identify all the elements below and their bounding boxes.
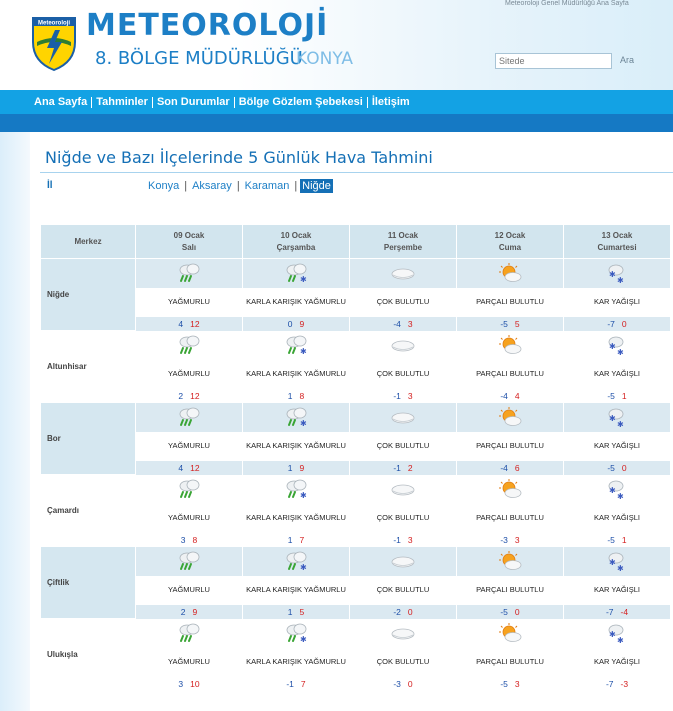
snow-icon (604, 628, 630, 644)
nav-bolge-gozlem[interactable]: Bölge Gözlem Şebekesi (235, 97, 368, 108)
sub-nav-bar (0, 114, 673, 132)
max-temp: 0 (407, 606, 413, 617)
weather-icon-cell (457, 475, 564, 504)
condition-text: PARÇALI BULUTLU (457, 504, 564, 533)
svg-text:✱: ✱ (609, 486, 616, 495)
max-temp: 4 (514, 390, 520, 401)
temperature-cell (350, 389, 457, 403)
weather-icon-cell (457, 547, 564, 576)
partly-cloudy-icon (497, 412, 523, 421)
weather-icon-cell (564, 547, 671, 576)
partly-cloudy-icon (497, 556, 523, 565)
day-name: Perşembe (383, 242, 423, 252)
min-temp: -1 (393, 462, 401, 473)
svg-text:✱: ✱ (609, 414, 616, 423)
svg-text:✱: ✱ (617, 492, 624, 500)
snow-icon (604, 268, 630, 285)
max-temp: 2 (407, 462, 413, 473)
min-temp: 1 (287, 390, 293, 401)
svg-text:✱: ✱ (300, 563, 307, 572)
max-temp: -4 (620, 606, 629, 617)
main-site-link[interactable]: Meteoroloji Genel Müdürlüğü Ana Sayfa (505, 0, 629, 7)
min-temp: -4 (500, 462, 508, 473)
condition-text: YAĞMURLU (136, 432, 243, 461)
svg-text:✱: ✱ (300, 419, 307, 428)
min-temp: 4 (178, 318, 184, 329)
table-row (41, 331, 671, 360)
main-nav (0, 90, 673, 114)
temperature-cell (136, 677, 243, 691)
min-temp: 1 (287, 462, 293, 473)
min-temp: -5 (500, 678, 508, 689)
condition-text: KAR YAĞIŞLI (564, 360, 671, 389)
max-temp: 7 (299, 534, 305, 545)
max-temp: 0 (621, 462, 627, 473)
temperature-cell (350, 533, 457, 547)
tab-separator: | (184, 180, 188, 192)
table-row (41, 432, 671, 461)
day-name: Salı (181, 242, 197, 252)
table-row (41, 547, 671, 576)
day-name: Cuma (498, 242, 522, 252)
table-row (41, 461, 671, 475)
temperature-cell (243, 605, 350, 619)
weather-icon-cell (350, 403, 457, 432)
svg-text:✱: ✱ (617, 276, 624, 285)
temperature-cell (136, 533, 243, 547)
il-label: İl (47, 180, 53, 191)
table-row (41, 504, 671, 533)
condition-text: YAĞMURLU (136, 360, 243, 389)
rain-icon (176, 412, 202, 421)
condition-text: KAR YAĞIŞLI (564, 288, 671, 317)
min-temp: -5 (500, 606, 508, 617)
min-temp: -5 (500, 318, 508, 329)
weather-icon-cell (350, 331, 457, 360)
condition-text: PARÇALI BULUTLU (457, 648, 564, 677)
min-temp: 1 (287, 606, 293, 617)
search-input[interactable] (495, 53, 612, 69)
condition-text: ÇOK BULUTLU (350, 504, 457, 533)
weather-icon-cell (243, 619, 350, 648)
svg-text:✱: ✱ (300, 275, 307, 285)
min-temp: -7 (607, 318, 615, 329)
site-header (0, 0, 673, 90)
city-name: Altunhisar (41, 331, 136, 403)
max-temp: 7 (300, 678, 306, 689)
svg-text:✱: ✱ (609, 630, 616, 639)
temperature-cell (350, 605, 457, 619)
temperature-cell (243, 317, 350, 331)
min-temp: 1 (287, 534, 293, 545)
min-temp: 0 (287, 318, 293, 329)
weather-icon-cell (350, 547, 457, 576)
svg-text:✱: ✱ (609, 270, 616, 280)
temperature-cell (243, 677, 350, 691)
max-temp: 3 (407, 390, 413, 401)
svg-text:✱: ✱ (617, 564, 624, 572)
page-title: Niğde ve Bazı İlçelerinde 5 Günlük Hava Tahmini (45, 148, 433, 167)
table-row (41, 259, 671, 288)
sleet-icon (283, 484, 309, 500)
svg-text:✱: ✱ (617, 420, 624, 428)
condition-text: ÇOK BULUTLU (350, 432, 457, 461)
max-temp: 6 (514, 462, 520, 473)
weather-icon-cell (350, 475, 457, 504)
weather-icon-cell (350, 619, 457, 648)
weather-icon-cell (136, 475, 243, 504)
tab-karaman[interactable]: Karaman (244, 180, 290, 192)
min-temp: 2 (178, 390, 184, 401)
condition-text: PARÇALI BULUTLU (457, 360, 564, 389)
weather-icon-cell (243, 403, 350, 432)
tab-nigde[interactable]: Niğde (302, 180, 331, 192)
table-row (41, 360, 671, 389)
site-city: KONYA (296, 49, 354, 69)
site-subtitle: 8. BÖLGE MÜDÜRLÜĞÜ (95, 48, 303, 69)
temperature-cell (564, 317, 671, 331)
table-row (41, 389, 671, 403)
temperature-cell (564, 677, 671, 691)
weather-icon-cell (136, 619, 243, 648)
condition-text: KARLA KARIŞIK YAĞMURLU (243, 504, 350, 533)
condition-text: KAR YAĞIŞLI (564, 576, 671, 605)
sleet-icon (283, 340, 309, 356)
site-title[interactable]: METEOROLOJİ (86, 8, 329, 43)
day-date: 09 Ocak (173, 230, 205, 240)
day-header (243, 225, 350, 259)
svg-text:✱: ✱ (617, 348, 624, 356)
partly-cloudy-icon (497, 340, 523, 349)
sleet-icon (283, 268, 309, 285)
nav-ana-sayfa[interactable]: Ana Sayfa (30, 97, 92, 108)
rain-icon (176, 628, 202, 637)
city-name: Niğde (41, 259, 136, 331)
cloudy-icon (390, 628, 416, 637)
sleet-icon (283, 556, 309, 572)
table-header-row (41, 225, 671, 259)
condition-text: KARLA KARIŞIK YAĞMURLU (243, 360, 350, 389)
rain-icon (176, 340, 202, 349)
condition-text: ÇOK BULUTLU (350, 576, 457, 605)
il-tabs (146, 179, 333, 193)
weather-icon-cell (564, 619, 671, 648)
svg-text:✱: ✱ (300, 635, 307, 644)
max-temp: 3 (407, 534, 413, 545)
max-temp: 0 (514, 606, 520, 617)
temperature-cell (243, 389, 350, 403)
temperature-cell (243, 533, 350, 547)
temperature-cell (350, 461, 457, 475)
city-name: Çiftlik (41, 547, 136, 619)
temperature-cell (350, 677, 457, 691)
table-row (41, 648, 671, 677)
svg-text:✱: ✱ (609, 558, 616, 567)
table-row (41, 475, 671, 504)
temperature-cell (350, 317, 457, 331)
condition-text: KAR YAĞIŞLI (564, 504, 671, 533)
weather-icon-cell (136, 403, 243, 432)
city-name: Bor (41, 403, 136, 475)
search-button[interactable]: Ara (620, 55, 635, 65)
nav-tahminler[interactable]: Tahminler (92, 97, 153, 108)
condition-text: KARLA KARIŞIK YAĞMURLU (243, 576, 350, 605)
snow-icon (604, 412, 630, 428)
partly-cloudy-icon (497, 628, 523, 637)
sleet-icon (283, 412, 309, 428)
max-temp: 5 (514, 318, 520, 329)
rain-icon (176, 556, 202, 565)
day-header (457, 225, 564, 259)
day-date: 11 Ocak (387, 230, 419, 240)
condition-text: PARÇALI BULUTLU (457, 576, 564, 605)
table-row (41, 576, 671, 605)
temperature-cell (564, 533, 671, 547)
nav-iletisim[interactable]: İletişim (371, 95, 410, 108)
max-temp: 10 (190, 678, 200, 689)
min-temp: -1 (286, 678, 294, 689)
title-divider (40, 172, 673, 173)
condition-text: ÇOK BULUTLU (350, 648, 457, 677)
city-name: Çamardı (41, 475, 136, 547)
condition-text: ÇOK BULUTLU (350, 288, 457, 317)
partly-cloudy-icon (497, 484, 523, 493)
weather-icon-cell (136, 331, 243, 360)
cloudy-icon (390, 268, 416, 277)
max-temp: 12 (190, 462, 200, 473)
max-temp: 0 (621, 318, 627, 329)
weather-icon-cell (136, 259, 243, 288)
temperature-cell (564, 389, 671, 403)
day-date: 12 Ocak (494, 230, 526, 240)
temperature-cell (457, 461, 564, 475)
condition-text: KAR YAĞIŞLI (564, 432, 671, 461)
min-temp: -1 (393, 390, 401, 401)
min-temp: 3 (178, 678, 184, 689)
max-temp: 0 (407, 678, 413, 689)
svg-text:✱: ✱ (609, 342, 616, 351)
max-temp: 9 (299, 318, 305, 329)
weather-icon-cell (564, 331, 671, 360)
merkez-header: Merkez (41, 225, 136, 259)
weather-icon-cell (243, 475, 350, 504)
cloudy-icon (390, 556, 416, 565)
side-strip (0, 132, 30, 711)
weather-icon-cell (243, 331, 350, 360)
min-temp: 4 (178, 462, 184, 473)
temperature-cell (136, 461, 243, 475)
min-temp: 2 (180, 606, 186, 617)
day-date: 10 Ocak (280, 230, 312, 240)
temperature-cell (457, 389, 564, 403)
max-temp: 1 (621, 534, 627, 545)
min-temp: -3 (393, 678, 401, 689)
snow-icon (604, 556, 630, 572)
condition-text: YAĞMURLU (136, 648, 243, 677)
weather-icon-cell (457, 331, 564, 360)
max-temp: 9 (299, 462, 305, 473)
weather-icon-cell (457, 403, 564, 432)
cloudy-icon (390, 484, 416, 493)
table-row (41, 677, 671, 691)
tab-separator: | (236, 180, 240, 192)
max-temp: 8 (299, 390, 305, 401)
condition-text: KAR YAĞIŞLI (564, 648, 671, 677)
min-temp: -7 (605, 678, 614, 689)
cloudy-icon (390, 412, 416, 421)
min-temp: -5 (607, 462, 615, 473)
forecast-body (41, 259, 671, 691)
max-temp: 12 (190, 390, 200, 401)
temperature-cell (457, 677, 564, 691)
min-temp: -1 (393, 534, 401, 545)
forecast-table (40, 224, 671, 691)
condition-text: YAĞMURLU (136, 504, 243, 533)
sleet-icon (283, 628, 309, 644)
max-temp: 3 (407, 318, 413, 329)
logo-text: Meteoroloji (37, 20, 71, 27)
max-temp: 5 (299, 606, 305, 617)
max-temp: 9 (192, 606, 198, 617)
condition-text: KARLA KARIŞIK YAĞMURLU (243, 432, 350, 461)
temperature-cell (136, 317, 243, 331)
tab-konya[interactable]: Konya (148, 180, 180, 192)
weather-icon-cell (564, 403, 671, 432)
day-date: 13 Ocak (601, 230, 633, 240)
weather-icon-cell (457, 259, 564, 288)
rain-icon (176, 268, 202, 277)
rain-icon (176, 484, 202, 493)
city-name: Ulukışla (41, 619, 136, 691)
condition-text: PARÇALI BULUTLU (457, 432, 564, 461)
day-header (564, 225, 671, 259)
condition-text: YAĞMURLU (136, 576, 243, 605)
condition-text: PARÇALI BULUTLU (457, 288, 564, 317)
temperature-cell (457, 533, 564, 547)
tab-separator: | (294, 180, 298, 192)
max-temp: 8 (192, 534, 198, 545)
temperature-cell (136, 605, 243, 619)
day-header (136, 225, 243, 259)
svg-text:✱: ✱ (617, 636, 624, 644)
min-temp: -5 (607, 390, 615, 401)
cloudy-icon (390, 340, 416, 349)
condition-text: YAĞMURLU (136, 288, 243, 317)
meteoroloji-logo[interactable] (31, 12, 77, 72)
min-temp: -4 (500, 390, 508, 401)
table-row (41, 533, 671, 547)
temperature-cell (564, 605, 671, 619)
table-row (41, 605, 671, 619)
weather-icon-cell (243, 259, 350, 288)
weather-icon-cell (350, 259, 457, 288)
temperature-cell (564, 461, 671, 475)
min-temp: -2 (393, 606, 401, 617)
max-temp: 1 (621, 390, 627, 401)
temperature-cell (457, 605, 564, 619)
weather-icon-cell (457, 619, 564, 648)
condition-text: KARLA KARIŞIK YAĞMURLU (243, 648, 350, 677)
max-temp: -3 (620, 678, 629, 689)
snow-icon (604, 340, 630, 356)
table-row (41, 317, 671, 331)
partly-cloudy-icon (497, 268, 523, 277)
tab-aksaray[interactable]: Aksaray (192, 180, 232, 192)
weather-icon-cell (243, 547, 350, 576)
svg-text:✱: ✱ (300, 347, 307, 356)
min-temp: -3 (500, 534, 508, 545)
nav-son-durumlar[interactable]: Son Durumlar (153, 97, 235, 108)
max-temp: 3 (514, 534, 520, 545)
max-temp: 12 (190, 318, 200, 329)
weather-icon-cell (564, 259, 671, 288)
temperature-cell (136, 389, 243, 403)
max-temp: 3 (514, 678, 520, 689)
min-temp: -7 (605, 606, 614, 617)
temperature-cell (243, 461, 350, 475)
svg-text:✱: ✱ (300, 491, 307, 500)
condition-text: KARLA KARIŞIK YAĞMURLU (243, 288, 350, 317)
min-temp: 3 (180, 534, 186, 545)
day-name: Cumartesi (597, 242, 637, 252)
min-temp: -4 (393, 318, 401, 329)
day-header (350, 225, 457, 259)
condition-text: ÇOK BULUTLU (350, 360, 457, 389)
temperature-cell (457, 317, 564, 331)
weather-icon-cell (136, 547, 243, 576)
day-name: Çarşamba (276, 242, 316, 252)
weather-icon-cell (564, 475, 671, 504)
table-row (41, 403, 671, 432)
table-row (41, 619, 671, 648)
min-temp: -5 (607, 534, 615, 545)
snow-icon (604, 484, 630, 500)
table-row (41, 288, 671, 317)
